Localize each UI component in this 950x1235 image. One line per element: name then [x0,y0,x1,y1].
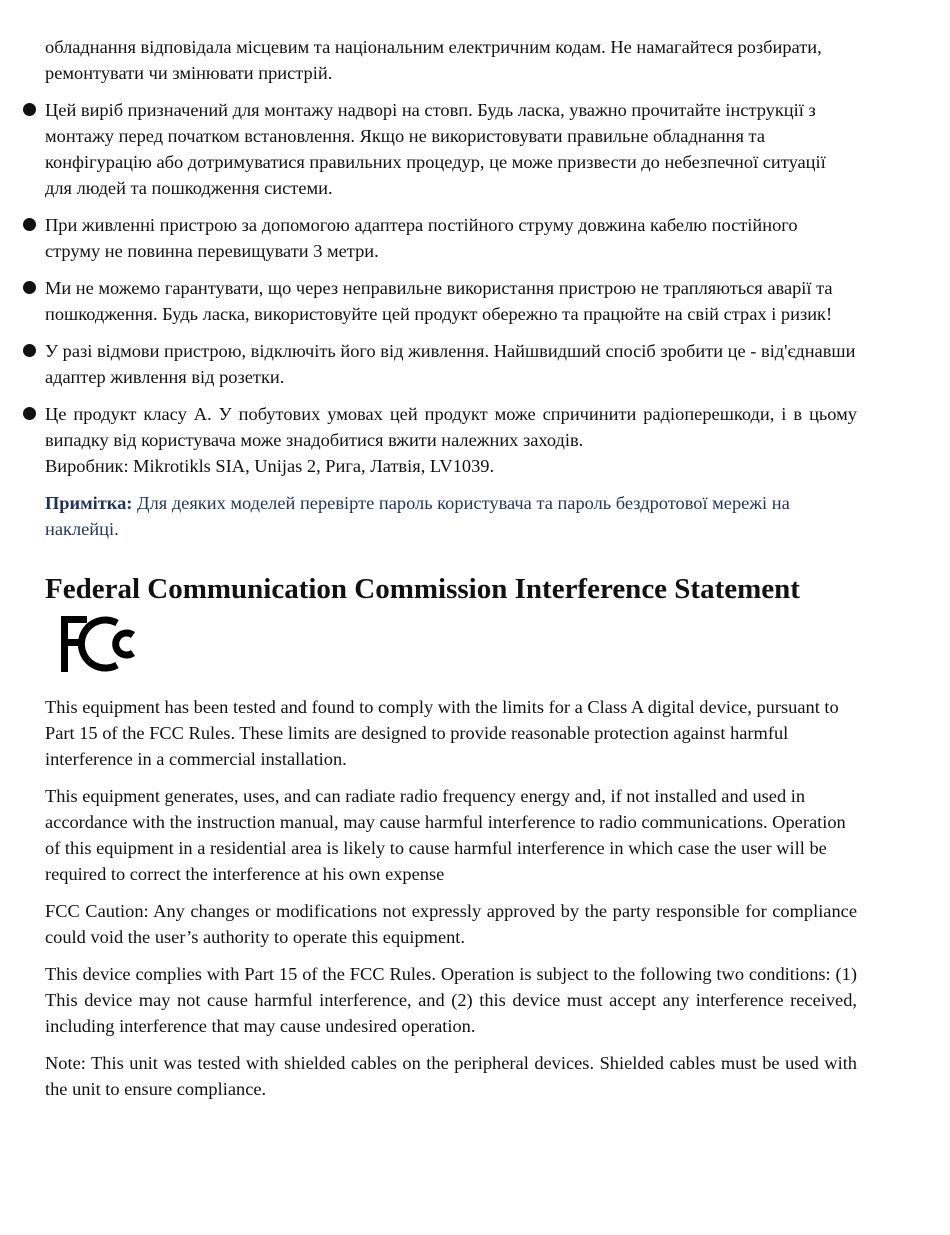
fcc-note-paragraph: Note: This unit was tested with shielded cables on the peripheral devices. Shielded cables must be used with the unit to ensure compliance. [45,1053,857,1099]
safety-bullet-list [45,97,857,453]
list-item [45,212,857,264]
bullet-icon [23,407,36,420]
fcc-logo [59,614,139,674]
bullet-text: У разі відмови пристрою, відключіть його від живлення. Найшвидший спосіб зробити це - від'єднавши адаптер живлення від розетки. [45,341,856,387]
note-paragraph [45,490,857,542]
document-page [45,34,857,1113]
bullet-icon [23,281,36,294]
list-item [45,338,857,390]
bullet-icon [23,344,36,357]
bullet-icon [23,218,36,231]
intro-continuation: обладнання відповідала місцевим та національним електричним кодам. Не намагайтеся розбирати, ремонтувати чи змінювати пристрій. [45,37,822,83]
manufacturer-line: Виробник: Mikrotikls SIA, Unijas 2, Рига, Латвія, LV1039. [45,456,495,476]
bullet-text: Цей виріб призначений для монтажу надворі на стовп. Будь ласка, уважно прочитайте інструкції з монтажу перед початком встановлення. Якщо не використовувати правильне обладнання та конфігурацію або дотримуватися правильних процедур, це може призвести до небезпечної ситуації для людей та пошкодження системи. [45,100,826,198]
bullet-icon [23,103,36,116]
bullet-text: Це продукт класу A. У побутових умовах цей продукт може спричинити радіоперешкоди, і в цьому випадку від користувача може знадобитися вжити належних заходів. [45,404,857,450]
note-label: Примітка: [45,493,133,513]
fcc-section-title: Federal Communication Commission Interference Statement [45,573,800,605]
fcc-part15-paragraph: This device complies with Part 15 of the FCC Rules. Operation is subject to the following two conditions: (1) This device may not cause harmful interference, and (2) this device must accept any interference received, including interference that may cause undesired operation. [45,964,857,1036]
bullet-text: Ми не можемо гарантувати, що через неправильне використання пристрою не трапляються аварії та пошкодження. Будь ласка, використовуйте цей продукт обережно та працюйте на свій страх і ризик! [45,278,833,324]
fcc-paragraph: This equipment has been tested and found to comply with the limits for a Class A digital device, pursuant to Part 15 of the FCC Rules. These limits are designed to provide reasonable protection against harmful interference in a commercial installation. [45,697,839,769]
list-item [45,275,857,327]
bullet-text: При живленні пристрою за допомогою адаптера постійного струму довжина кабелю постійного струму не повинна перевищувати 3 метри. [45,215,798,261]
fcc-paragraph: This equipment generates, uses, and can radiate radio frequency energy and, if not installed and used in accordance with the instruction manual, may cause harmful interference to radio communications. Operation of this equipment in a residential area is likely to cause harmful interference in which case the user will be required to correct the interference at his own expense [45,786,846,884]
fcc-caution-paragraph: FCC Caution: Any changes or modifications not expressly approved by the party responsible for compliance could void the user’s authority to operate this equipment. [45,901,857,947]
list-item [45,97,857,201]
note-text: Для деяких моделей перевірте пароль користувача та пароль бездротової мережі на наклейці. [45,493,790,539]
list-item [45,401,857,453]
